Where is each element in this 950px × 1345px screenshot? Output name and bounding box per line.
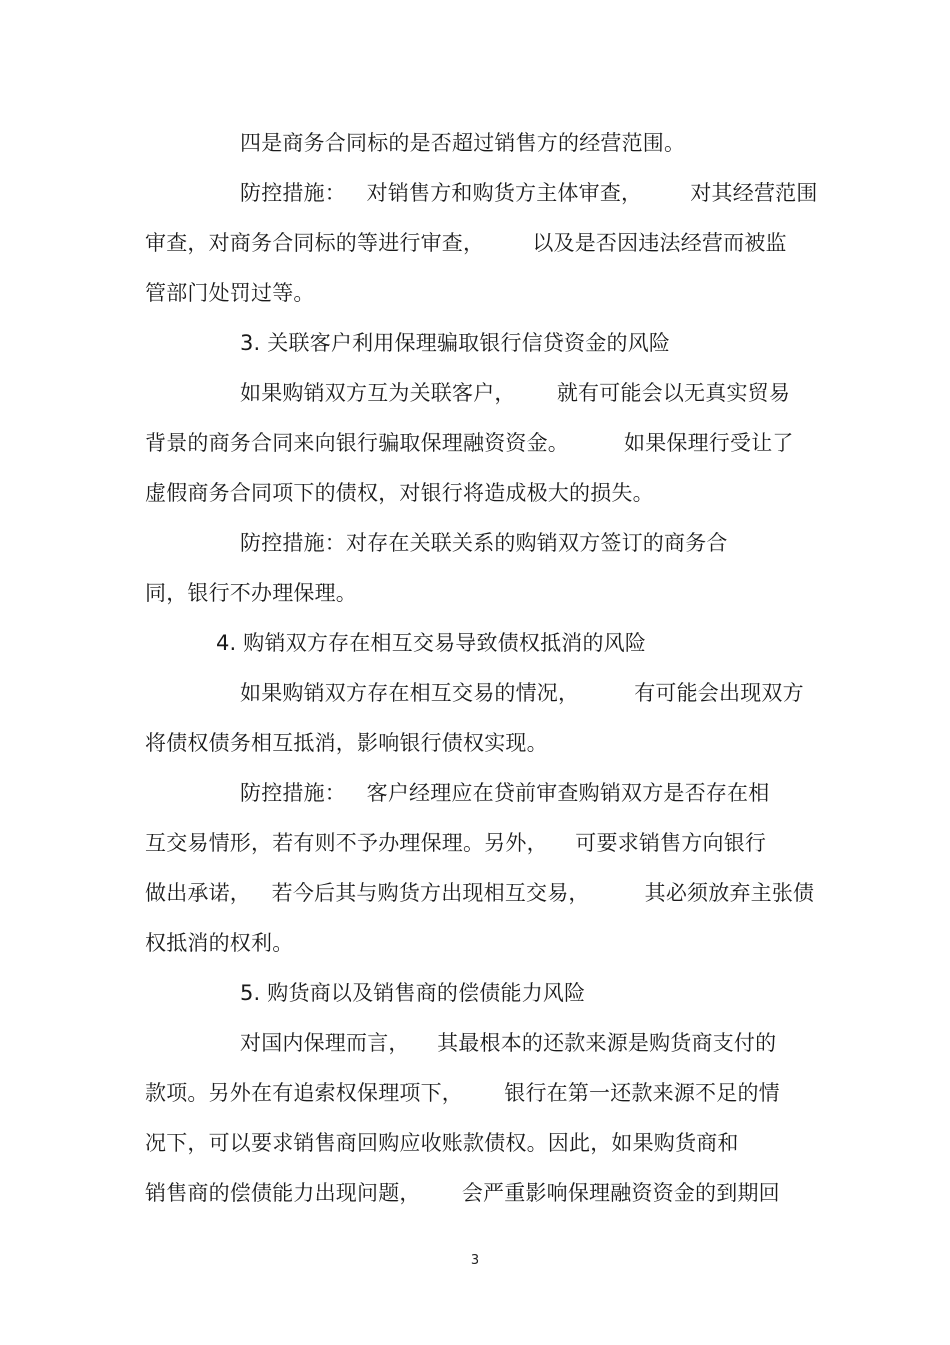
section-heading: 5. 购货商以及销售商的偿债能力风险	[240, 981, 586, 1005]
text-line: 同，银行不办理保理。	[145, 581, 357, 605]
text-line: 如果购销双方互为关联客户， 就有可能会以无真实贸易	[240, 381, 791, 405]
text-line: 况下，可以要求销售商回购应收账款债权。因此，如果购货商和	[145, 1131, 739, 1155]
text-line: 防控措施： 对销售方和购货方主体审查， 对其经营范围	[240, 181, 818, 205]
text-line: 虚假商务合同项下的债权，对银行将造成极大的损失。	[145, 481, 654, 505]
text-line: 审查，对商务合同标的等进行审查， 以及是否因违法经营而被监	[145, 231, 787, 255]
section-heading: 3. 关联客户利用保理骗取银行信贷资金的风险	[240, 331, 671, 355]
text-line: 款项。另外在有追索权保理项下， 银行在第一还款来源不足的情	[145, 1081, 780, 1105]
text-line: 防控措施：对存在关联关系的购销双方签订的商务合	[240, 531, 728, 555]
text-line: 管部门处罚过等。	[145, 281, 315, 305]
text-line: 对国内保理而言， 其最根本的还款来源是购货商支付的	[240, 1031, 777, 1055]
text-line: 将债权债务相互抵消，影响银行债权实现。	[145, 731, 548, 755]
section-heading: 4. 购销双方存在相互交易导致债权抵消的风险	[216, 631, 647, 655]
text-line: 销售商的偿债能力出现问题， 会严重影响保理融资资金的到期回	[145, 1181, 780, 1205]
text-line: 权抵消的权利。	[145, 931, 294, 955]
text-line: 如果购销双方存在相互交易的情况， 有可能会出现双方	[240, 681, 804, 705]
text-line: 互交易情形，若有则不予办理保理。另外， 可要求销售方向银行	[145, 831, 767, 855]
text-line: 背景的商务合同来向银行骗取保理融资资金。 如果保理行受让了	[145, 431, 794, 455]
text-line: 四是商务合同标的是否超过销售方的经营范围。	[240, 131, 686, 155]
text-line: 防控措施： 客户经理应在贷前审查购销双方是否存在相	[240, 781, 770, 805]
page-number: 3	[470, 1253, 480, 1268]
text-line: 做出承诺， 若今后其与购货方出现相互交易， 其必须放弃主张债	[145, 881, 815, 905]
